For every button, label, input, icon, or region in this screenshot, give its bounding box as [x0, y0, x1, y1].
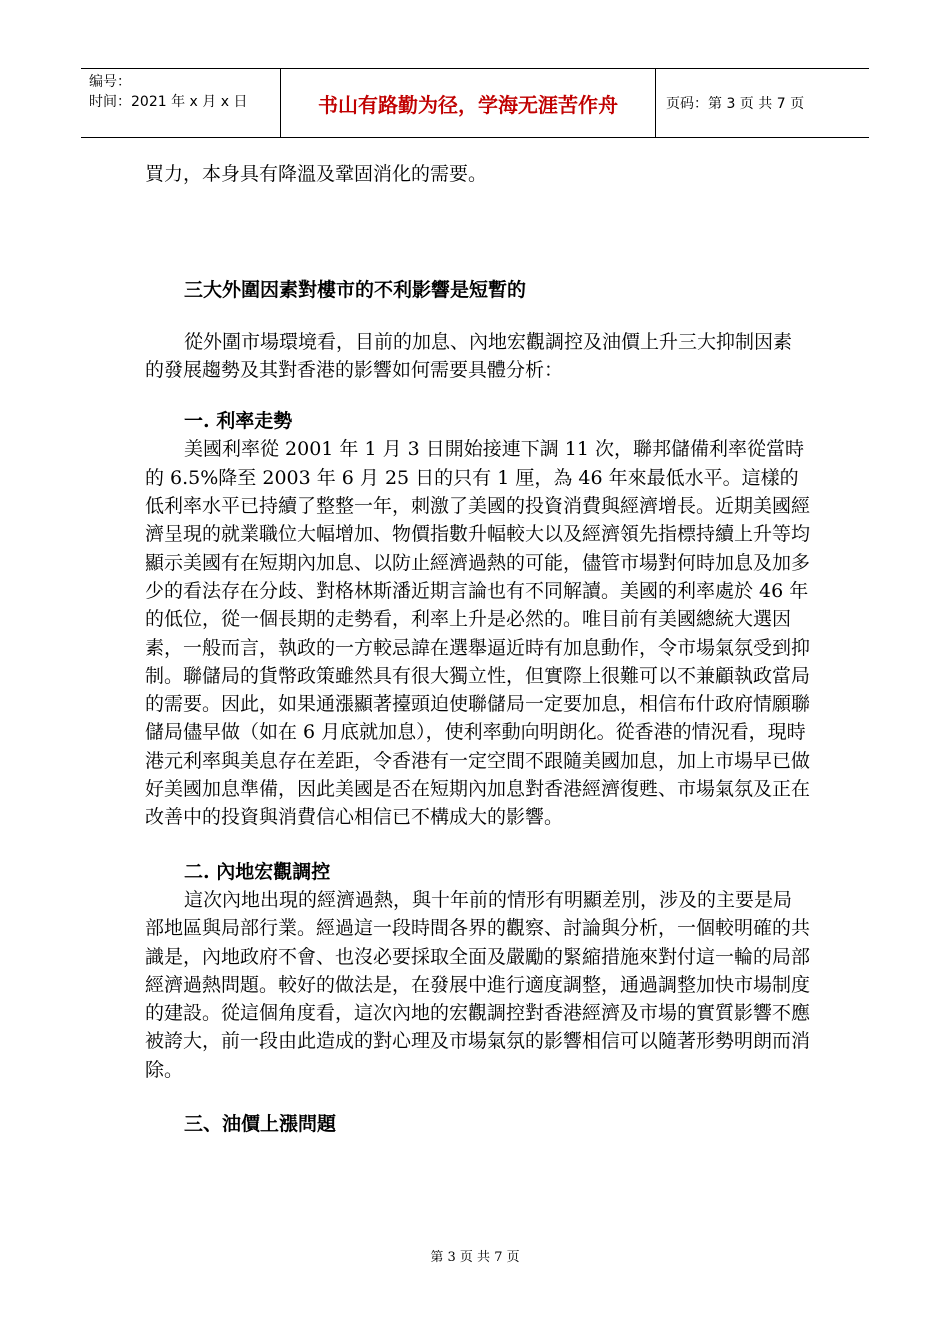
macro-control-paragraph: 這次內地出現的經濟過熱，與十年前的情形有明顯差別，涉及的主要是局部地區與局部行業。經過這一段時間各界的觀察、討論與分析，一個較明確的共識是，內地政府不會、也沒必要採取全面及嚴勵的緊縮措施來對付這一輪的局部經濟過熱問題。較好的做法是，在發展中進行適度調整，通過調整加快市場制度的建設。從這個角度看，這次內地的宏觀調控對香港經濟及市場的實質影響不應被誇大，前一段由此造成的對心理及市場氣氛的影響相信可以隨著形勢明朗而消除。: [145, 888, 811, 1081]
heading-oil-price: 三、油價上漲問題: [184, 1113, 337, 1136]
header-motto: 书山有路勤为径，学海无涯苦作舟: [281, 69, 656, 137]
page-header-table: [81, 68, 869, 138]
section-intro-paragraph: 從外圍市場環境看，目前的加息、內地宏觀調控及油價上升三大抑制因素的發展趨勢及其對香港的影響如何需要具體分析：: [145, 330, 793, 381]
heading-macro-control: 二. 內地宏觀調控: [184, 860, 331, 883]
heading-interest-rate: 一. 利率走勢: [184, 410, 293, 433]
header-meta-cell: [81, 69, 281, 137]
intro-tail-paragraph: 買力，本身具有降溫及鞏固消化的需要。: [145, 163, 488, 185]
header-page-info: 页码：第 3 页 共 7 页: [666, 96, 805, 112]
code-label: 编号：: [89, 74, 131, 90]
date-label: 时间：2021 年 x 月 x 日: [89, 94, 248, 110]
document-body: [145, 160, 810, 1138]
interest-rate-paragraph: 美國利率從 2001 年 1 月 3 日開始接連下調 11 次，聯邦儲備利率從當時的 6.5%降至 2003 年 6 月 25 日的只有 1 厘，為 46 年來最低水平。這樣的低利率水平已持續了整整一年，刺激了美國的投資消費與經濟增長。近期美國經濟呈現的就業職位大幅增加、物價指數升幅較大以及經濟領先指標持續上升等均顯示美國有在短期內加息、以防止經濟過熱的可能，儘管市場對何時加息及加多少的看法存在分歧、對格林斯潘近期言論也有不同解讀。美國的利率處於 46 年的低位，從一個長期的走勢看，利率上升是必然的。唯目前有美國總統大選因素，一般而言，執政的一方較忌諱在選舉逼近時有加息動作，令市場氣氛受到抑制。聯儲局的貨幣政策雖然具有很大獨立性，但實際上很難可以不兼顧執政當局的需要。因此，如果通漲顯著擡頭迫使聯儲局一定要加息，相信布什政府情願聯儲局儘早做（如在 6 月底就加息），使利率動向明朗化。從香港的情況看，現時港元利率與美息存在差距，令香港有一定空間不跟隨美國加息，加上市場早已做好美國加息準備，因此美國是否在短期內加息對香港經濟復甦、市場氣氛及正在改善中的投資與消費信心相信已不構成大的影響。: [145, 438, 811, 829]
page-footer: 第 3 页 共 7 页: [430, 1250, 520, 1265]
section-title: 三大外圍因素對樓市的不利影響是短暫的: [184, 279, 527, 302]
